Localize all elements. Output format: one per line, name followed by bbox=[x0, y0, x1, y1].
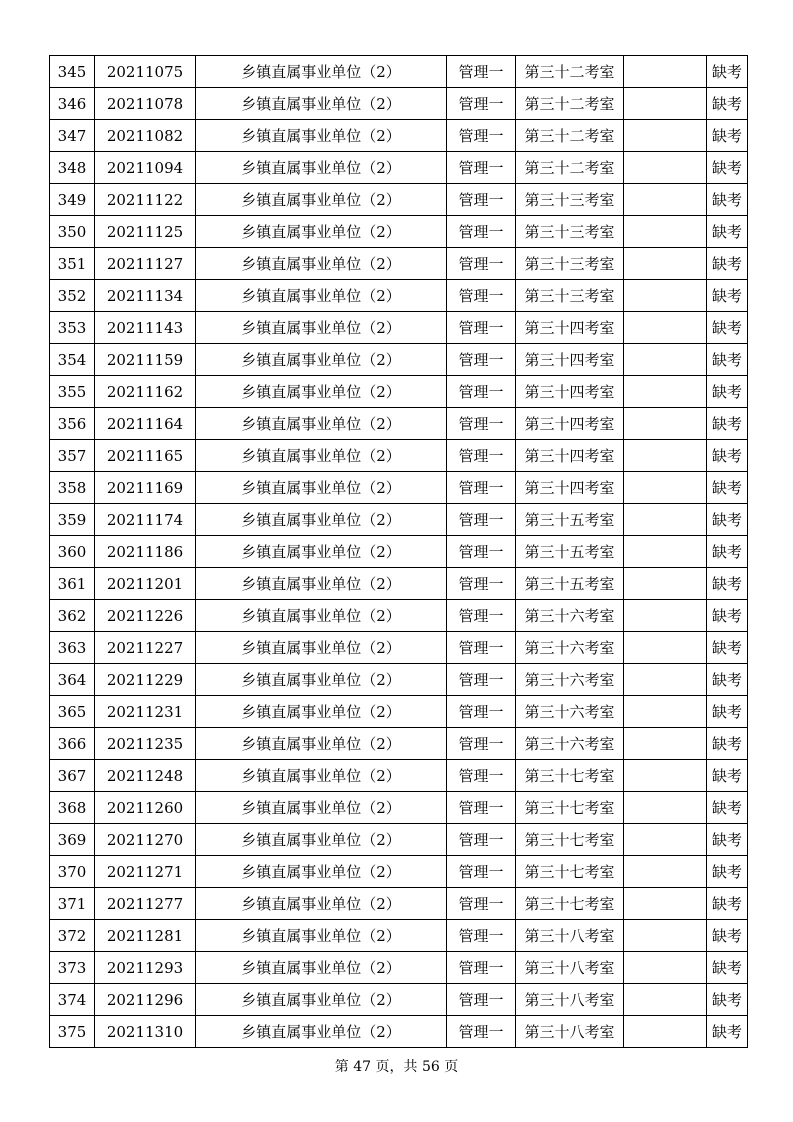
cell-post: 管理一 bbox=[447, 504, 516, 536]
table-row bbox=[50, 920, 748, 952]
cell-serial: 354 bbox=[50, 344, 95, 376]
cell-candidate-id: 20211075 bbox=[95, 56, 196, 88]
cell-serial: 369 bbox=[50, 824, 95, 856]
cell-unit: 乡镇直属事业单位（2） bbox=[196, 1016, 447, 1048]
cell-status: 缺考 bbox=[707, 344, 748, 376]
cell-candidate-id: 20211125 bbox=[95, 216, 196, 248]
table-row bbox=[50, 312, 748, 344]
cell-exam-room: 第三十五考室 bbox=[516, 536, 624, 568]
cell-score bbox=[624, 120, 707, 152]
cell-status: 缺考 bbox=[707, 440, 748, 472]
cell-unit: 乡镇直属事业单位（2） bbox=[196, 440, 447, 472]
table-row bbox=[50, 984, 748, 1016]
cell-exam-room: 第三十二考室 bbox=[516, 120, 624, 152]
cell-serial: 362 bbox=[50, 600, 95, 632]
cell-unit: 乡镇直属事业单位（2） bbox=[196, 312, 447, 344]
cell-candidate-id: 20211169 bbox=[95, 472, 196, 504]
cell-score bbox=[624, 984, 707, 1016]
cell-status: 缺考 bbox=[707, 952, 748, 984]
cell-post: 管理一 bbox=[447, 888, 516, 920]
cell-serial: 361 bbox=[50, 568, 95, 600]
cell-serial: 348 bbox=[50, 152, 95, 184]
cell-exam-room: 第三十三考室 bbox=[516, 216, 624, 248]
cell-candidate-id: 20211293 bbox=[95, 952, 196, 984]
cell-score bbox=[624, 56, 707, 88]
table-row bbox=[50, 280, 748, 312]
results-table bbox=[49, 55, 748, 1048]
cell-post: 管理一 bbox=[447, 184, 516, 216]
cell-exam-room: 第三十八考室 bbox=[516, 952, 624, 984]
cell-serial: 365 bbox=[50, 696, 95, 728]
cell-exam-room: 第三十六考室 bbox=[516, 600, 624, 632]
cell-candidate-id: 20211229 bbox=[95, 664, 196, 696]
cell-status: 缺考 bbox=[707, 856, 748, 888]
cell-serial: 363 bbox=[50, 632, 95, 664]
cell-score bbox=[624, 760, 707, 792]
cell-candidate-id: 20211310 bbox=[95, 1016, 196, 1048]
cell-serial: 352 bbox=[50, 280, 95, 312]
cell-post: 管理一 bbox=[447, 440, 516, 472]
cell-exam-room: 第三十七考室 bbox=[516, 856, 624, 888]
cell-status: 缺考 bbox=[707, 984, 748, 1016]
cell-post: 管理一 bbox=[447, 536, 516, 568]
cell-unit: 乡镇直属事业单位（2） bbox=[196, 856, 447, 888]
cell-exam-room: 第三十三考室 bbox=[516, 248, 624, 280]
cell-exam-room: 第三十二考室 bbox=[516, 56, 624, 88]
cell-status: 缺考 bbox=[707, 760, 748, 792]
cell-unit: 乡镇直属事业单位（2） bbox=[196, 984, 447, 1016]
cell-unit: 乡镇直属事业单位（2） bbox=[196, 56, 447, 88]
cell-exam-room: 第三十六考室 bbox=[516, 728, 624, 760]
cell-serial: 370 bbox=[50, 856, 95, 888]
cell-post: 管理一 bbox=[447, 248, 516, 280]
cell-exam-room: 第三十四考室 bbox=[516, 408, 624, 440]
cell-post: 管理一 bbox=[447, 984, 516, 1016]
cell-candidate-id: 20211127 bbox=[95, 248, 196, 280]
table-row bbox=[50, 1016, 748, 1048]
cell-candidate-id: 20211143 bbox=[95, 312, 196, 344]
cell-unit: 乡镇直属事业单位（2） bbox=[196, 888, 447, 920]
table-row bbox=[50, 600, 748, 632]
cell-score bbox=[624, 184, 707, 216]
table-row bbox=[50, 888, 748, 920]
table-row bbox=[50, 952, 748, 984]
table-row bbox=[50, 536, 748, 568]
cell-candidate-id: 20211186 bbox=[95, 536, 196, 568]
cell-exam-room: 第三十八考室 bbox=[516, 1016, 624, 1048]
cell-post: 管理一 bbox=[447, 632, 516, 664]
cell-serial: 345 bbox=[50, 56, 95, 88]
table-row bbox=[50, 792, 748, 824]
cell-exam-room: 第三十二考室 bbox=[516, 88, 624, 120]
cell-post: 管理一 bbox=[447, 920, 516, 952]
cell-unit: 乡镇直属事业单位（2） bbox=[196, 728, 447, 760]
cell-serial: 357 bbox=[50, 440, 95, 472]
cell-unit: 乡镇直属事业单位（2） bbox=[196, 216, 447, 248]
cell-post: 管理一 bbox=[447, 952, 516, 984]
cell-candidate-id: 20211078 bbox=[95, 88, 196, 120]
table-row bbox=[50, 696, 748, 728]
cell-score bbox=[624, 600, 707, 632]
cell-status: 缺考 bbox=[707, 472, 748, 504]
cell-post: 管理一 bbox=[447, 88, 516, 120]
cell-status: 缺考 bbox=[707, 792, 748, 824]
cell-post: 管理一 bbox=[447, 120, 516, 152]
cell-unit: 乡镇直属事业单位（2） bbox=[196, 184, 447, 216]
cell-score bbox=[624, 952, 707, 984]
cell-exam-room: 第三十五考室 bbox=[516, 568, 624, 600]
cell-serial: 346 bbox=[50, 88, 95, 120]
cell-candidate-id: 20211260 bbox=[95, 792, 196, 824]
cell-status: 缺考 bbox=[707, 56, 748, 88]
cell-post: 管理一 bbox=[447, 600, 516, 632]
cell-post: 管理一 bbox=[447, 824, 516, 856]
cell-candidate-id: 20211270 bbox=[95, 824, 196, 856]
cell-candidate-id: 20211277 bbox=[95, 888, 196, 920]
cell-score bbox=[624, 888, 707, 920]
cell-unit: 乡镇直属事业单位（2） bbox=[196, 472, 447, 504]
cell-unit: 乡镇直属事业单位（2） bbox=[196, 632, 447, 664]
cell-score bbox=[624, 920, 707, 952]
cell-exam-room: 第三十四考室 bbox=[516, 376, 624, 408]
cell-post: 管理一 bbox=[447, 344, 516, 376]
cell-serial: 349 bbox=[50, 184, 95, 216]
cell-unit: 乡镇直属事业单位（2） bbox=[196, 280, 447, 312]
cell-candidate-id: 20211271 bbox=[95, 856, 196, 888]
cell-serial: 351 bbox=[50, 248, 95, 280]
cell-status: 缺考 bbox=[707, 376, 748, 408]
table-row bbox=[50, 376, 748, 408]
cell-status: 缺考 bbox=[707, 280, 748, 312]
cell-serial: 347 bbox=[50, 120, 95, 152]
cell-unit: 乡镇直属事业单位（2） bbox=[196, 376, 447, 408]
cell-unit: 乡镇直属事业单位（2） bbox=[196, 792, 447, 824]
cell-exam-room: 第三十七考室 bbox=[516, 824, 624, 856]
cell-unit: 乡镇直属事业单位（2） bbox=[196, 408, 447, 440]
cell-serial: 358 bbox=[50, 472, 95, 504]
cell-post: 管理一 bbox=[447, 728, 516, 760]
table-row bbox=[50, 88, 748, 120]
cell-candidate-id: 20211227 bbox=[95, 632, 196, 664]
cell-status: 缺考 bbox=[707, 696, 748, 728]
cell-candidate-id: 20211165 bbox=[95, 440, 196, 472]
cell-post: 管理一 bbox=[447, 216, 516, 248]
cell-exam-room: 第三十五考室 bbox=[516, 504, 624, 536]
cell-score bbox=[624, 280, 707, 312]
cell-post: 管理一 bbox=[447, 568, 516, 600]
cell-serial: 375 bbox=[50, 1016, 95, 1048]
cell-post: 管理一 bbox=[447, 760, 516, 792]
cell-score bbox=[624, 344, 707, 376]
cell-status: 缺考 bbox=[707, 152, 748, 184]
cell-exam-room: 第三十四考室 bbox=[516, 312, 624, 344]
cell-serial: 353 bbox=[50, 312, 95, 344]
cell-candidate-id: 20211231 bbox=[95, 696, 196, 728]
cell-status: 缺考 bbox=[707, 120, 748, 152]
cell-serial: 350 bbox=[50, 216, 95, 248]
cell-unit: 乡镇直属事业单位（2） bbox=[196, 664, 447, 696]
cell-status: 缺考 bbox=[707, 664, 748, 696]
cell-score bbox=[624, 696, 707, 728]
table-row bbox=[50, 440, 748, 472]
cell-exam-room: 第三十三考室 bbox=[516, 184, 624, 216]
cell-post: 管理一 bbox=[447, 856, 516, 888]
cell-exam-room: 第三十四考室 bbox=[516, 440, 624, 472]
cell-exam-room: 第三十八考室 bbox=[516, 984, 624, 1016]
cell-candidate-id: 20211122 bbox=[95, 184, 196, 216]
table-row bbox=[50, 56, 748, 88]
cell-candidate-id: 20211174 bbox=[95, 504, 196, 536]
table-row bbox=[50, 248, 748, 280]
table-row bbox=[50, 856, 748, 888]
cell-serial: 356 bbox=[50, 408, 95, 440]
table-body bbox=[50, 56, 748, 1048]
cell-score bbox=[624, 536, 707, 568]
cell-score bbox=[624, 248, 707, 280]
table-row bbox=[50, 120, 748, 152]
cell-unit: 乡镇直属事业单位（2） bbox=[196, 344, 447, 376]
cell-score bbox=[624, 312, 707, 344]
cell-score bbox=[624, 440, 707, 472]
cell-post: 管理一 bbox=[447, 312, 516, 344]
cell-score bbox=[624, 568, 707, 600]
cell-post: 管理一 bbox=[447, 56, 516, 88]
cell-unit: 乡镇直属事业单位（2） bbox=[196, 248, 447, 280]
cell-candidate-id: 20211248 bbox=[95, 760, 196, 792]
cell-post: 管理一 bbox=[447, 280, 516, 312]
cell-status: 缺考 bbox=[707, 728, 748, 760]
cell-exam-room: 第三十八考室 bbox=[516, 920, 624, 952]
cell-candidate-id: 20211296 bbox=[95, 984, 196, 1016]
cell-unit: 乡镇直属事业单位（2） bbox=[196, 88, 447, 120]
cell-status: 缺考 bbox=[707, 184, 748, 216]
cell-exam-room: 第三十六考室 bbox=[516, 664, 624, 696]
cell-score bbox=[624, 152, 707, 184]
table-row bbox=[50, 632, 748, 664]
cell-status: 缺考 bbox=[707, 312, 748, 344]
cell-candidate-id: 20211162 bbox=[95, 376, 196, 408]
table-row bbox=[50, 760, 748, 792]
table-row bbox=[50, 472, 748, 504]
cell-score bbox=[624, 792, 707, 824]
cell-exam-room: 第三十七考室 bbox=[516, 792, 624, 824]
cell-serial: 367 bbox=[50, 760, 95, 792]
page-footer: 第 47 页，共 56 页 bbox=[334, 1059, 459, 1075]
cell-status: 缺考 bbox=[707, 88, 748, 120]
cell-status: 缺考 bbox=[707, 1016, 748, 1048]
cell-serial: 373 bbox=[50, 952, 95, 984]
table-row bbox=[50, 216, 748, 248]
table-row bbox=[50, 664, 748, 696]
cell-score bbox=[624, 728, 707, 760]
cell-post: 管理一 bbox=[447, 408, 516, 440]
cell-status: 缺考 bbox=[707, 408, 748, 440]
cell-score bbox=[624, 632, 707, 664]
cell-score bbox=[624, 88, 707, 120]
cell-status: 缺考 bbox=[707, 632, 748, 664]
cell-unit: 乡镇直属事业单位（2） bbox=[196, 920, 447, 952]
cell-post: 管理一 bbox=[447, 1016, 516, 1048]
cell-status: 缺考 bbox=[707, 568, 748, 600]
cell-exam-room: 第三十四考室 bbox=[516, 472, 624, 504]
cell-candidate-id: 20211094 bbox=[95, 152, 196, 184]
cell-unit: 乡镇直属事业单位（2） bbox=[196, 696, 447, 728]
cell-unit: 乡镇直属事业单位（2） bbox=[196, 824, 447, 856]
cell-unit: 乡镇直属事业单位（2） bbox=[196, 536, 447, 568]
cell-score bbox=[624, 472, 707, 504]
cell-score bbox=[624, 216, 707, 248]
cell-candidate-id: 20211235 bbox=[95, 728, 196, 760]
cell-serial: 360 bbox=[50, 536, 95, 568]
cell-score bbox=[624, 824, 707, 856]
cell-post: 管理一 bbox=[447, 376, 516, 408]
cell-candidate-id: 20211281 bbox=[95, 920, 196, 952]
cell-serial: 374 bbox=[50, 984, 95, 1016]
cell-score bbox=[624, 376, 707, 408]
table-row bbox=[50, 504, 748, 536]
cell-candidate-id: 20211159 bbox=[95, 344, 196, 376]
cell-exam-room: 第三十六考室 bbox=[516, 696, 624, 728]
cell-score bbox=[624, 1016, 707, 1048]
cell-candidate-id: 20211082 bbox=[95, 120, 196, 152]
table-row bbox=[50, 408, 748, 440]
cell-score bbox=[624, 504, 707, 536]
cell-unit: 乡镇直属事业单位（2） bbox=[196, 504, 447, 536]
cell-serial: 366 bbox=[50, 728, 95, 760]
table-row bbox=[50, 728, 748, 760]
cell-candidate-id: 20211201 bbox=[95, 568, 196, 600]
cell-post: 管理一 bbox=[447, 152, 516, 184]
cell-status: 缺考 bbox=[707, 920, 748, 952]
cell-status: 缺考 bbox=[707, 888, 748, 920]
cell-status: 缺考 bbox=[707, 216, 748, 248]
cell-exam-room: 第三十三考室 bbox=[516, 280, 624, 312]
cell-unit: 乡镇直属事业单位（2） bbox=[196, 760, 447, 792]
cell-serial: 371 bbox=[50, 888, 95, 920]
cell-serial: 368 bbox=[50, 792, 95, 824]
cell-score bbox=[624, 856, 707, 888]
cell-status: 缺考 bbox=[707, 504, 748, 536]
cell-serial: 359 bbox=[50, 504, 95, 536]
cell-score bbox=[624, 408, 707, 440]
cell-unit: 乡镇直属事业单位（2） bbox=[196, 600, 447, 632]
cell-status: 缺考 bbox=[707, 824, 748, 856]
table-row bbox=[50, 184, 748, 216]
cell-serial: 364 bbox=[50, 664, 95, 696]
table-row bbox=[50, 152, 748, 184]
cell-exam-room: 第三十七考室 bbox=[516, 760, 624, 792]
cell-unit: 乡镇直属事业单位（2） bbox=[196, 152, 447, 184]
table-row bbox=[50, 344, 748, 376]
table-row bbox=[50, 568, 748, 600]
cell-candidate-id: 20211134 bbox=[95, 280, 196, 312]
cell-candidate-id: 20211226 bbox=[95, 600, 196, 632]
cell-candidate-id: 20211164 bbox=[95, 408, 196, 440]
cell-serial: 372 bbox=[50, 920, 95, 952]
cell-exam-room: 第三十四考室 bbox=[516, 344, 624, 376]
cell-exam-room: 第三十六考室 bbox=[516, 632, 624, 664]
cell-exam-room: 第三十二考室 bbox=[516, 152, 624, 184]
cell-status: 缺考 bbox=[707, 536, 748, 568]
cell-status: 缺考 bbox=[707, 600, 748, 632]
cell-score bbox=[624, 664, 707, 696]
table-row bbox=[50, 824, 748, 856]
cell-status: 缺考 bbox=[707, 248, 748, 280]
cell-post: 管理一 bbox=[447, 472, 516, 504]
cell-post: 管理一 bbox=[447, 664, 516, 696]
cell-post: 管理一 bbox=[447, 696, 516, 728]
cell-unit: 乡镇直属事业单位（2） bbox=[196, 120, 447, 152]
cell-serial: 355 bbox=[50, 376, 95, 408]
cell-unit: 乡镇直属事业单位（2） bbox=[196, 952, 447, 984]
cell-post: 管理一 bbox=[447, 792, 516, 824]
cell-unit: 乡镇直属事业单位（2） bbox=[196, 568, 447, 600]
cell-exam-room: 第三十七考室 bbox=[516, 888, 624, 920]
